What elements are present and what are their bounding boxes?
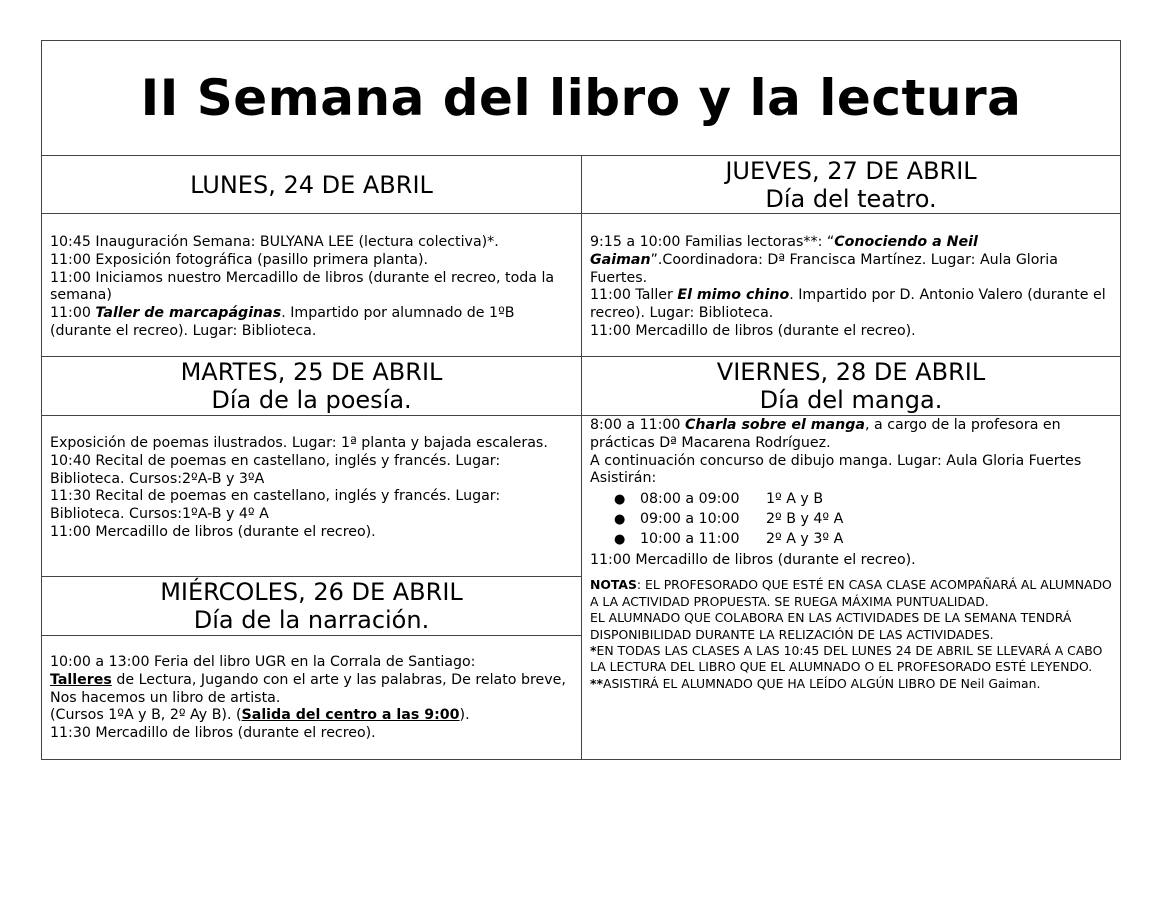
miercoles-line: Talleres de Lectura, Jugando con el arte y las palabras, De relato breve, Nos hacemos un libro de artista. xyxy=(50,671,566,706)
miercoles-subheading: Día de la narración. xyxy=(193,606,430,634)
workshop-name: Taller de marcapáginas xyxy=(95,305,282,322)
viernes-line: Asistirán: xyxy=(590,470,657,487)
attendance-schedule xyxy=(590,490,1116,549)
jueves-subheading: Día del teatro. xyxy=(765,184,937,213)
page-title: II Semana del libro y la lectura xyxy=(140,69,1022,127)
martes-line: 11:00 Mercadillo de libros (durante el recreo). xyxy=(50,523,376,540)
martes-line: 11:30 Recital de poemas en castellano, inglés y francés. Lugar: Biblioteca. Cursos:1ºA-B y 4º A xyxy=(50,488,501,523)
workshop-name: El mimo chino xyxy=(677,287,790,304)
martes-content xyxy=(50,435,575,542)
miercoles-heading: MIÉRCOLES, 26 DE ABRIL xyxy=(160,578,463,606)
viernes-subheading: Día del manga. xyxy=(759,386,943,414)
miercoles-heading-cell xyxy=(42,577,581,635)
martes-heading: MARTES, 25 DE ABRIL xyxy=(180,358,443,386)
viernes-content xyxy=(590,417,1116,692)
martes-line: 10:40 Recital de poemas en castellano, inglés y francés. Lugar: Biblioteca. Cursos:2ºA-B y 3ºA xyxy=(50,452,501,487)
jueves-line: 11:00 Mercadillo de libros (durante el recreo). xyxy=(590,322,916,339)
bullet-icon: ● xyxy=(614,531,626,547)
list-item: ● 08:00 a 09:00 1º A y B xyxy=(590,490,1116,510)
viernes-heading-cell xyxy=(582,357,1120,415)
jueves-heading-cell xyxy=(582,156,1120,213)
lunes-line: 11:00 Taller de marcapáginas. Impartido por alumnado de 1ºB (durante el recreo). Lugar: Biblioteca. xyxy=(50,305,515,339)
viernes-line: 8:00 a 11:00 Charla sobre el manga, a cargo de la profesora en prácticas Dª Macarena Rodríguez. xyxy=(590,417,1061,451)
miercoles-line: 10:00 a 13:00 Feria del libro UGR en la Corrala de Santiago: xyxy=(50,654,476,670)
activity-name: Conociendo a Neil Gaiman xyxy=(590,234,978,268)
bullet-icon: ● xyxy=(614,492,626,508)
column-divider xyxy=(581,155,582,760)
title-box xyxy=(42,41,1120,156)
miercoles-line: 11:30 Mercadillo de libros (durante el recreo). xyxy=(50,725,376,742)
martes-subheading: Día de la poesía. xyxy=(211,386,412,414)
list-item: ● 10:00 a 11:00 2º A y 3º A xyxy=(590,530,1116,550)
lunes-content xyxy=(50,234,575,341)
notes-line: NOTAS: EL PROFESORADO QUE ESTÉ EN CASA CLASE ACOMPAÑARÁ AL ALUMNADO A LA ACTIVIDAD PROPUESTA. SE RUEGA MÁXIMA PUNTUALIDAD. xyxy=(590,577,1112,609)
jueves-content xyxy=(590,234,1115,341)
lunes-line: 11:00 Iniciamos nuestro Mercadillo de libros (durante el recreo, toda la semana) xyxy=(50,269,555,304)
lunes-line: 11:00 Exposición fotográfica (pasillo primera planta). xyxy=(50,251,429,268)
notes-section xyxy=(590,577,1116,692)
departure-time: Salida del centro a las 9:00 xyxy=(241,707,460,724)
workshops-label: Talleres xyxy=(50,671,112,688)
miercoles-line: (Cursos 1ºA y B, 2º Ay B). (Salida del centro a las 9:00). xyxy=(50,707,470,724)
row-divider xyxy=(42,213,1120,214)
lunes-line: 10:45 Inauguración Semana: BULYANA LEE (lectura colectiva)*. xyxy=(50,234,499,250)
notes-label: NOTAS xyxy=(590,577,637,593)
viernes-heading: VIERNES, 28 DE ABRIL xyxy=(716,358,986,386)
notes-line: *EN TODAS LAS CLASES A LAS 10:45 DEL LUNES 24 DE ABRIL SE LLEVARÁ A CABO LA LECTURA DEL LIBRO QUE EL ALUMNADO O EL PROFESORADO ESTÉ LEYENDO. xyxy=(590,643,1103,675)
viernes-line: A continuación concurso de dibujo manga. Lugar: Aula Gloria Fuertes xyxy=(590,452,1082,469)
miercoles-content xyxy=(50,654,575,743)
row-divider xyxy=(42,415,1120,416)
martes-heading-cell xyxy=(42,357,581,415)
jueves-line: 9:15 a 10:00 Familias lectoras**: “Conociendo a Neil Gaiman”.Coordinadora: Dª Francisca Martínez. Lugar: Aula Gloria Fuertes. xyxy=(590,234,1058,286)
martes-line: Exposición de poemas ilustrados. Lugar: 1ª planta y bajada escaleras. xyxy=(50,435,548,451)
lunes-heading-cell xyxy=(42,156,581,213)
list-item: ● 09:00 a 10:00 2º B y 4º A xyxy=(590,510,1116,530)
notes-line: **ASISTIRÁ EL ALUMNADO QUE HA LEÍDO ALGÚN LIBRO DE Neil Gaiman. xyxy=(590,675,1041,691)
program-frame xyxy=(41,40,1121,760)
jueves-line: 11:00 Taller El mimo chino. Impartido por D. Antonio Valero (durante el recreo). Lugar: Biblioteca. xyxy=(590,287,1106,322)
notes-line: EL ALUMNADO QUE COLABORA EN LAS ACTIVIDADES DE LA SEMANA TENDRÁ DISPONIBILIDAD DURANTE LA RELIZACIÓN DE LAS ACTIVIDADES. xyxy=(590,610,1072,642)
viernes-line: 11:00 Mercadillo de libros (durante el recreo). xyxy=(590,551,916,568)
row-divider xyxy=(42,635,581,636)
jueves-heading: JUEVES, 27 DE ABRIL xyxy=(725,156,977,185)
lunes-heading: LUNES, 24 DE ABRIL xyxy=(190,170,433,199)
bullet-icon: ● xyxy=(614,511,626,527)
talk-name: Charla sobre el manga xyxy=(684,417,865,433)
